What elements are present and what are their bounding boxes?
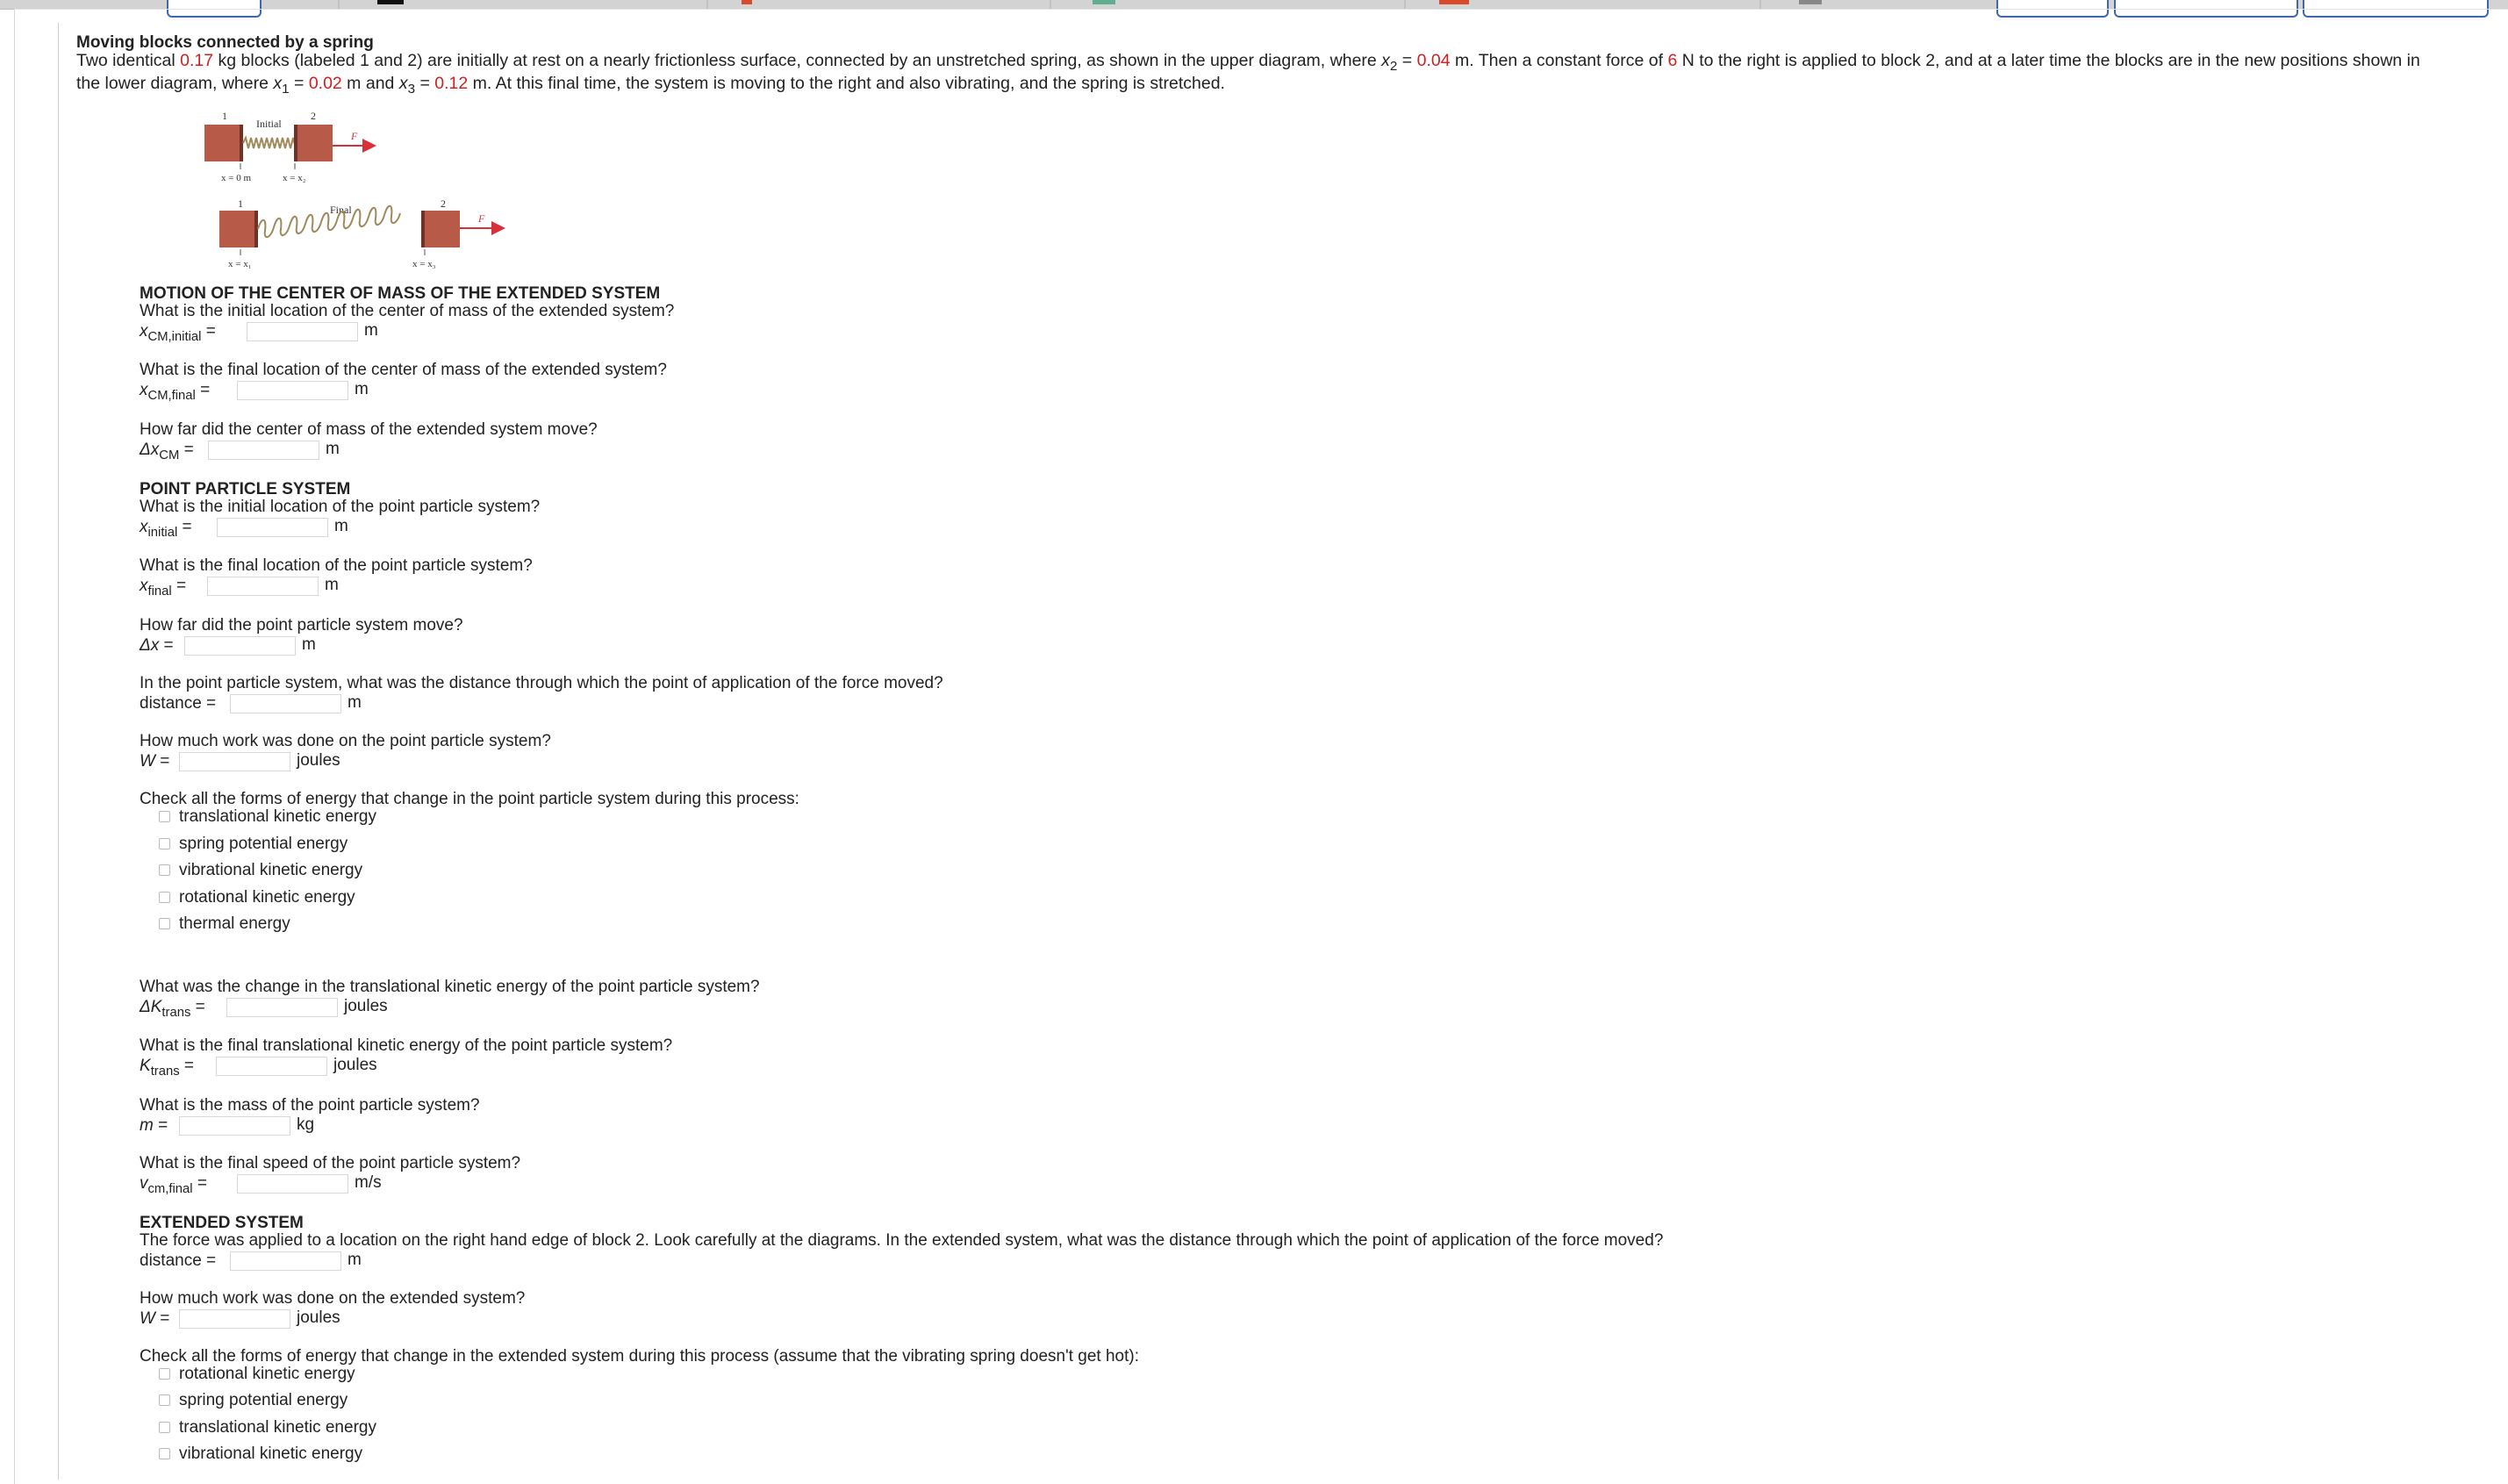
pp-distance-label: distance = <box>140 694 217 713</box>
x3-label: x = x₃ <box>412 259 436 269</box>
ext-energy-option[interactable]: spring potential energy <box>159 1391 348 1410</box>
pp-initial-label: $x_{initial}$ = <box>140 518 192 541</box>
final-block-1 <box>219 211 258 247</box>
pp-mass-unit: kg <box>297 1115 315 1134</box>
toolbar-mark <box>377 0 404 4</box>
pp-work-unit: joules <box>297 751 340 770</box>
section-heading-point-particle: POINT PARTICLE SYSTEM <box>140 480 351 498</box>
com-final-input[interactable] <box>237 381 348 400</box>
question-ext-work: How much work was done on the extended system? <box>140 1289 526 1308</box>
final-spring <box>258 206 400 237</box>
pp-energy-option[interactable]: vibrational kinetic energy <box>159 861 362 880</box>
x3-value: 0.12 <box>434 74 469 93</box>
checkbox[interactable] <box>159 892 170 903</box>
question-pp-k: What is the final translational kinetic energy of the point particle system? <box>140 1036 673 1055</box>
initial-force-label: F <box>351 130 358 142</box>
question-pp-energy: Check all the forms of energy that change in the point particle system during this process: <box>140 790 799 808</box>
checkbox[interactable] <box>159 918 170 929</box>
pp-move-label: Δx = <box>140 636 174 655</box>
toolbar-mark <box>1799 0 1822 4</box>
question-pp-mass: What is the mass of the point particle system? <box>140 1096 480 1115</box>
com-move-input[interactable] <box>208 441 319 460</box>
pp-energy-option[interactable]: rotational kinetic energy <box>159 888 355 907</box>
ext-distance-unit: m <box>348 1251 362 1269</box>
initial-spring <box>243 138 297 148</box>
pp-k-label: $K_{trans}$ = <box>140 1057 194 1079</box>
question-pp-final: What is the final location of the point particle system? <box>140 556 533 575</box>
pp-speed-unit: m/s <box>355 1173 382 1192</box>
com-initial-input[interactable] <box>247 322 358 341</box>
question-com-final: What is the final location of the center of mass of the extended system? <box>140 361 667 379</box>
checkbox[interactable] <box>159 811 170 822</box>
pp-final-input[interactable] <box>207 577 319 596</box>
ext-work-input[interactable] <box>179 1309 290 1329</box>
question-pp-work: How much work was done on the point particle system? <box>140 732 551 750</box>
pp-move-input[interactable] <box>184 636 296 656</box>
x0-label: x = 0 m <box>221 173 252 183</box>
pp-speed-label: $v_{cm,final}$ = <box>140 1174 207 1197</box>
ext-work-unit: joules <box>297 1308 340 1327</box>
pp-distance-unit: m <box>348 693 362 712</box>
pp-mass-label: m = <box>140 1116 168 1135</box>
pp-energy-option[interactable]: translational kinetic energy <box>159 807 376 827</box>
question-com-initial: What is the initial location of the center of mass of the extended system? <box>140 302 675 320</box>
pp-initial-unit: m <box>334 517 348 535</box>
question-pp-move: How far did the point particle system move? <box>140 616 463 634</box>
pp-delta-k-input[interactable] <box>226 998 338 1017</box>
pp-distance-input[interactable] <box>230 694 341 713</box>
problem-statement: Two identical 0.17 kg blocks (labeled 1 and 2) are initially at rest on a nearly frictionless surface, connected by an unstretched spring, as shown in the upper diagram, where $x_2 = 0.04$ m. Then a constant force of 6 N to the right is applied to block 2, and at a later time the blocks are in the new positions shown in the lower diagram, where $x_1 = 0.02$ m and $x_3 = 0.12$ m. At this final time, the system is moving to the right and also vibrating, and the spring is stretched. <box>76 51 2420 97</box>
final-block-2 <box>421 211 460 247</box>
pp-energy-option[interactable]: spring potential energy <box>159 835 348 854</box>
toolbar-divider <box>338 0 340 9</box>
com-initial-unit: m <box>364 321 378 340</box>
pp-mass-input[interactable] <box>179 1116 290 1136</box>
toolbar-mark <box>1439 0 1469 4</box>
com-initial-label: $x_{CM,initial}$ = <box>140 322 216 345</box>
com-final-unit: m <box>355 380 369 398</box>
ext-energy-option[interactable]: rotational kinetic energy <box>159 1365 355 1384</box>
x1-label: x = x₁ <box>228 259 252 269</box>
toolbar-mark <box>1093 0 1115 4</box>
pp-delta-k-label: $\Delta K_{trans}$ = <box>140 998 205 1021</box>
ext-work-label: W = <box>140 1309 170 1328</box>
initial-block-2 <box>294 125 333 161</box>
checkbox[interactable] <box>159 864 170 876</box>
question-pp-speed: What is the final speed of the point particle system? <box>140 1154 521 1172</box>
question-ext-distance: The force was applied to a location on the right hand edge of block 2. Look carefully at the diagrams. In the extended system, what was the distance through which the point of application of the force moved? <box>140 1231 1664 1250</box>
question-ext-energy: Check all the forms of energy that change in the extended system during this process (assume that the vibrating spring doesn't get hot): <box>140 1347 1139 1366</box>
pp-initial-input[interactable] <box>217 518 328 537</box>
section-heading-extended: EXTENDED SYSTEM <box>140 1214 304 1232</box>
final-label: Final <box>330 204 352 216</box>
content-left-border <box>58 23 59 1480</box>
pp-final-label: $x_{final}$ = <box>140 577 187 599</box>
question-pp-initial: What is the initial location of the point particle system? <box>140 498 541 516</box>
pp-delta-k-unit: joules <box>344 997 388 1015</box>
mass-value: 0.17 <box>180 51 214 70</box>
com-final-label: $x_{CM,final}$ = <box>140 381 211 404</box>
toolbar-mark <box>742 0 752 4</box>
ext-energy-option[interactable]: translational kinetic energy <box>159 1418 376 1437</box>
spring-blocks-diagram <box>176 110 544 272</box>
pp-move-unit: m <box>302 635 316 654</box>
pp-k-input[interactable] <box>216 1057 327 1076</box>
problem-title: Moving blocks connected by a spring <box>76 33 374 52</box>
initial-block2-number: 2 <box>311 110 316 122</box>
ext-energy-option[interactable]: vibrational kinetic energy <box>159 1445 362 1464</box>
x2-value: 0.04 <box>1416 51 1451 70</box>
toolbar-divider <box>1050 0 1051 9</box>
x2-label: x = x₂ <box>283 173 306 183</box>
initial-label: Initial <box>256 118 282 130</box>
question-pp-delta-k: What was the change in the translational kinetic energy of the point particle system? <box>140 978 760 996</box>
final-block1-number: 1 <box>238 197 243 210</box>
section-heading-com: MOTION OF THE CENTER OF MASS OF THE EXTENDED SYSTEM <box>140 284 661 303</box>
checkbox[interactable] <box>159 838 170 850</box>
com-move-label: $\Delta x_{CM}$ = <box>140 441 194 463</box>
initial-block-1 <box>204 125 243 161</box>
final-force-label: F <box>478 212 485 225</box>
final-block2-number: 2 <box>441 197 446 210</box>
pp-final-unit: m <box>325 576 339 594</box>
pp-energy-option[interactable]: thermal energy <box>159 914 290 934</box>
initial-block1-number: 1 <box>222 110 227 122</box>
checkbox[interactable] <box>159 1448 170 1459</box>
question-com-move: How far did the center of mass of the extended system move? <box>140 420 598 439</box>
com-move-unit: m <box>326 440 340 458</box>
pp-work-label: W = <box>140 752 170 771</box>
pp-work-input[interactable] <box>179 752 290 771</box>
checkbox[interactable] <box>159 1368 170 1380</box>
question-pp-distance: In the point particle system, what was the distance through which the point of application of the force moved? <box>140 674 943 692</box>
x1-value: 0.02 <box>308 74 342 93</box>
pp-speed-input[interactable] <box>237 1174 348 1194</box>
checkbox[interactable] <box>159 1394 170 1406</box>
toolbar-divider <box>706 0 708 9</box>
checkbox[interactable] <box>159 1422 170 1433</box>
force-value: 6 <box>1667 51 1678 70</box>
toolbar-divider <box>1404 0 1406 9</box>
pp-k-unit: joules <box>333 1056 377 1074</box>
ext-distance-label: distance = <box>140 1251 217 1270</box>
ext-distance-input[interactable] <box>230 1251 341 1271</box>
toolbar-divider <box>1759 0 1761 9</box>
